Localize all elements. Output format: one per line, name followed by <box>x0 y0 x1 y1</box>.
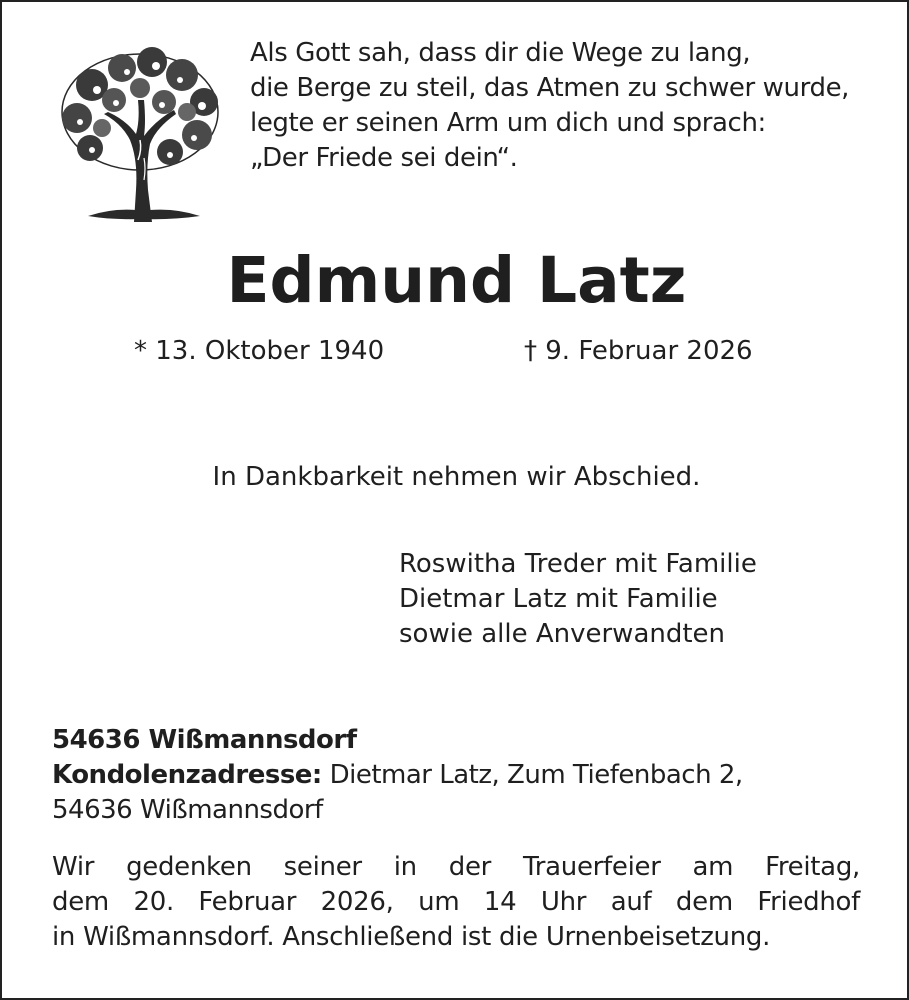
condolence-city: 54636 Wißmannsdorf <box>52 795 323 825</box>
condolence-label: Kondolenzadresse: <box>52 760 322 790</box>
condolence-line <box>52 758 743 793</box>
verse-line: „Der Friede sei dein“. <box>250 143 518 173</box>
death-date: † 9. Februar 2026 <box>524 336 753 366</box>
place-heading: 54636 Wißmannsdorf <box>52 725 357 755</box>
deceased-name: Edmund Latz <box>226 244 687 317</box>
mourner-line: sowie alle Anverwandten <box>399 619 726 649</box>
verse-line: Als Gott sah, dass dir die Wege zu lang, <box>250 38 751 68</box>
service-text <box>52 850 860 955</box>
verse-line: legte er seinen Arm um dich und sprach: <box>250 108 766 138</box>
farewell-text: In Dankbarkeit nehmen wir Abschied. <box>212 462 701 492</box>
address-block <box>52 723 743 828</box>
verse <box>250 36 849 176</box>
mourners-list <box>399 547 757 652</box>
condolence-address: Dietmar Latz, Zum Tiefenbach 2, <box>321 760 743 790</box>
service-line: dem 20. Februar 2026, um 14 Uhr auf dem Friedhof <box>52 887 860 917</box>
tree-icon <box>52 40 227 222</box>
mourner-line: Roswitha Treder mit Familie <box>399 549 757 579</box>
service-line: Wir gedenken seiner in der Trauerfeier am Freitag, <box>52 852 860 882</box>
mourner-line: Dietmar Latz mit Familie <box>399 584 718 614</box>
verse-line: die Berge zu steil, das Atmen zu schwer wurde, <box>250 73 850 103</box>
birth-date: * 13. Oktober 1940 <box>134 336 385 366</box>
service-line: in Wißmannsdorf. Anschließend ist die Urnenbeisetzung. <box>52 922 771 952</box>
